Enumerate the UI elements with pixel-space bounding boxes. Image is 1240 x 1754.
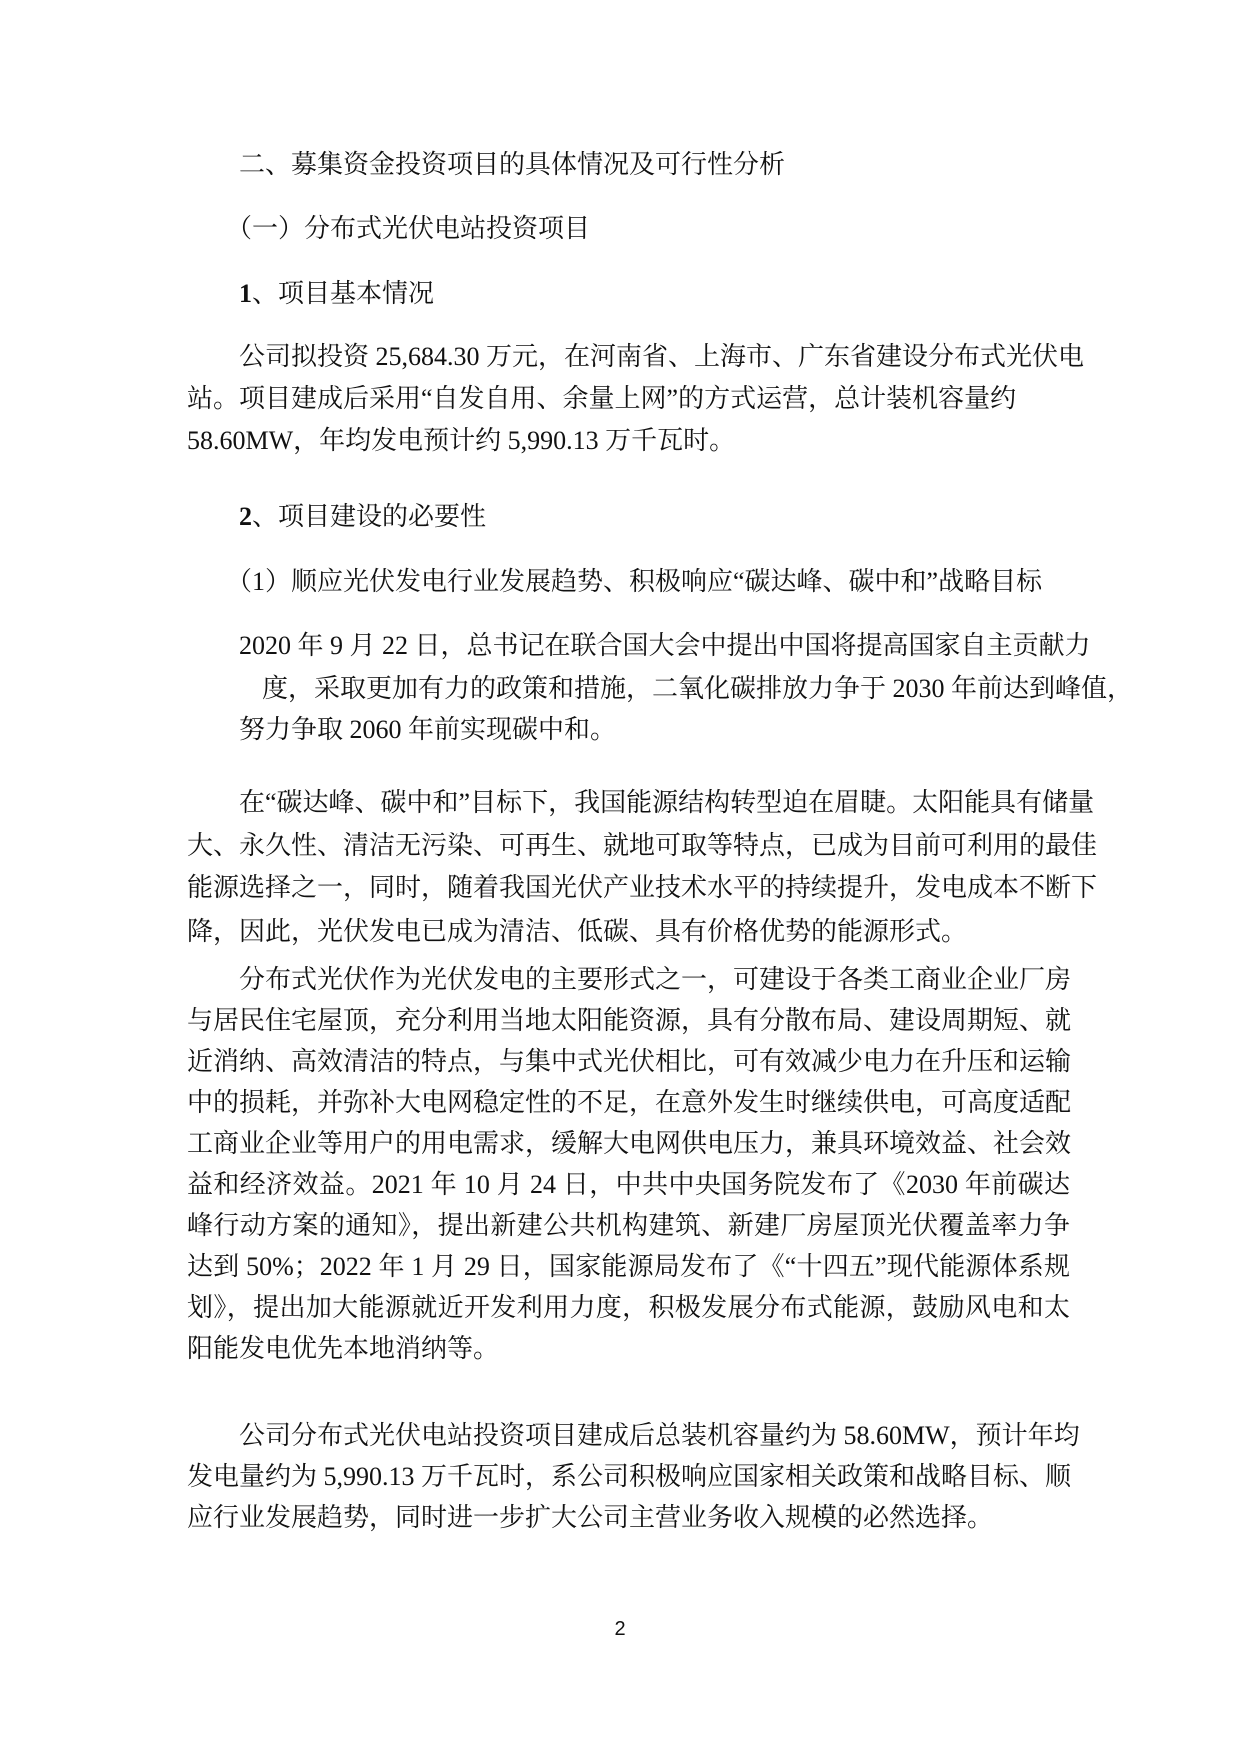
p4-line: 工商业企业等用户的用电需求，缓解大电网供电压力，兼具环境效益、社会效 bbox=[187, 1129, 1072, 1158]
p4-line: 阳能发电优先本地消纳等。 bbox=[187, 1334, 500, 1363]
p3-line: 在“碳达峰、碳中和”目标下，我国能源结构转型迫在眉睫。太阳能具有储量 bbox=[239, 788, 1095, 817]
p1-line: 58.60MW，年均发电预计约 5,990.13 万千瓦时。 bbox=[187, 426, 736, 455]
p4-line: 达到 50%；2022 年 1 月 29 日，国家能源局发布了《“十四五”现代能源体系规 bbox=[187, 1252, 1070, 1281]
p4-line: 分布式光伏作为光伏发电的主要形式之一，可建设于各类工商业企业厂房 bbox=[239, 965, 1072, 994]
p4-line: 峰行动方案的通知》，提出新建公共机构建筑、新建厂房屋顶光伏覆盖率力争 bbox=[187, 1211, 1070, 1240]
item1-text: 、项目基本情况 bbox=[252, 279, 435, 308]
item2-number: 2 bbox=[239, 502, 252, 531]
p5-line: 发电量约为 5,990.13 万千瓦时，系公司积极响应国家相关政策和战略目标、顺 bbox=[187, 1462, 1072, 1491]
item2-subheading: （1）顺应光伏发电行业发展趋势、积极响应“碳达峰、碳中和”战略目标 bbox=[226, 567, 1043, 596]
p2-line: 2020 年 9 月 22 日，总书记在联合国大会中提出中国将提高国家自主贡献力 bbox=[239, 631, 1091, 660]
page-number: 2 bbox=[614, 1618, 626, 1640]
item2-heading bbox=[239, 500, 1070, 534]
p2-line: 努力争取 2060 年前实现碳中和。 bbox=[239, 715, 617, 744]
item2-text: 、项目建设的必要性 bbox=[252, 502, 487, 531]
p5-line: 应行业发展趋势，同时进一步扩大公司主营业务收入规模的必然选择。 bbox=[187, 1503, 994, 1532]
p3-line: 降，因此，光伏发电已成为清洁、低碳、具有价格优势的能源形式。 bbox=[187, 917, 968, 946]
p4-line: 划》，提出加大能源就近开发利用力度，积极发展分布式能源，鼓励风电和太 bbox=[187, 1293, 1070, 1322]
p2-line: 度，采取更加有力的政策和措施，二氧化碳排放力争于 2030 年前达到峰值， bbox=[262, 674, 1134, 703]
p4-line: 与居民住宅屋顶，充分利用当地太阳能资源，具有分散布局、建设周期短、就 bbox=[187, 1006, 1072, 1035]
item1-number: 1 bbox=[239, 279, 252, 308]
p4-line: 益和经济效益。2021 年 10 月 24 日，中共中央国务院发布了《2030 年前碳达 bbox=[187, 1170, 1070, 1199]
p4-line: 近消纳、高效清洁的特点，与集中式光伏相比，可有效减少电力在升压和运输 bbox=[187, 1047, 1072, 1076]
subsection-heading: （一）分布式光伏电站投资项目 bbox=[226, 214, 591, 243]
p4-line: 中的损耗，并弥补大电网稳定性的不足，在意外发生时继续供电，可高度适配 bbox=[187, 1088, 1072, 1117]
p5-line: 公司分布式光伏电站投资项目建成后总装机容量约为 58.60MW，预计年均 bbox=[239, 1421, 1080, 1450]
p3-line: 能源选择之一，同时，随着我国光伏产业技术水平的持续提升，发电成本不断下 bbox=[187, 873, 1098, 902]
p1-line: 公司拟投资 25,684.30 万元，在河南省、上海市、广东省建设分布式光伏电 bbox=[239, 342, 1085, 371]
p1-line: 站。项目建成后采用“自发自用、余量上网”的方式运营，总计装机容量约 bbox=[187, 384, 1017, 413]
section-heading: 二、募集资金投资项目的具体情况及可行性分析 bbox=[239, 150, 786, 179]
item1-heading bbox=[239, 277, 1070, 311]
p3-line: 大、永久性、清洁无污染、可再生、就地可取等特点，已成为目前可利用的最佳 bbox=[187, 831, 1098, 860]
